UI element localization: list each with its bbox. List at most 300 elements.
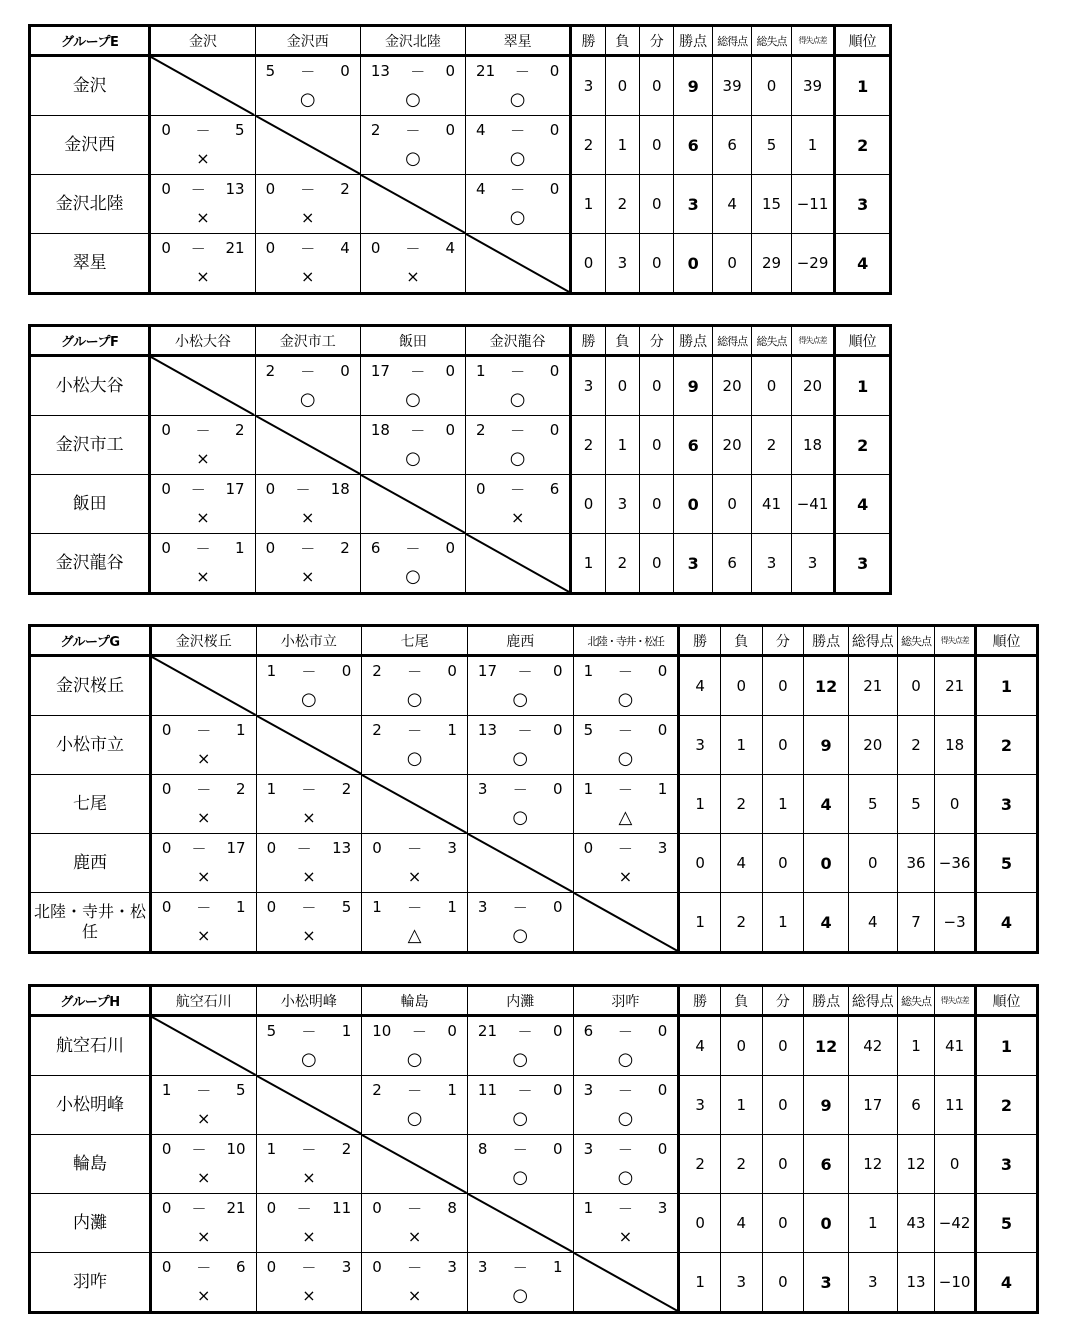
self-match-cell: [255, 116, 360, 175]
loss-value: 3: [605, 234, 639, 294]
score-opponent: 1: [235, 539, 245, 557]
score-opponent: 1: [447, 898, 457, 916]
loss-header: 負: [605, 26, 639, 56]
loss-value: 4: [720, 1194, 762, 1253]
match-result-cell: [256, 893, 362, 953]
group-g-table: [28, 624, 1039, 954]
team-row: [30, 234, 891, 294]
match-result-cell: [150, 834, 256, 893]
match-score: [162, 1257, 246, 1277]
score-opponent: 1: [236, 898, 246, 916]
score-dash: －: [191, 1140, 207, 1159]
match-score: [267, 1198, 352, 1218]
rank-value: 5: [975, 1194, 1037, 1253]
rank-header: 順位: [975, 986, 1037, 1016]
match-score: [267, 661, 352, 681]
score-opponent: 0: [549, 62, 560, 80]
team-name: 七尾: [30, 775, 151, 834]
goals-against-value: 0: [897, 656, 935, 716]
goal-diff-value: 39: [791, 56, 835, 116]
result-mark: ×: [510, 508, 525, 527]
opponent-header: 小松明峰: [256, 986, 362, 1016]
team-name: 金沢: [30, 56, 150, 116]
score-own: 21: [477, 1022, 498, 1040]
diagonal-line: [466, 534, 569, 592]
score-own: 3: [583, 1140, 594, 1158]
match-result-cell: [360, 56, 465, 116]
loss-value: 0: [605, 356, 639, 416]
score-own: 5: [583, 721, 594, 739]
result-mark: ×: [197, 1286, 211, 1305]
loss-value: 1: [605, 416, 639, 475]
score-dash: －: [300, 239, 316, 258]
score-opponent: 6: [549, 480, 560, 498]
score-own: 0: [265, 480, 276, 498]
score-own: 1: [266, 780, 277, 798]
win-value: 2: [571, 116, 605, 175]
score-dash: －: [301, 1258, 317, 1277]
match-result-cell: [573, 834, 679, 893]
score-dash: －: [617, 1081, 633, 1100]
points-value: 3: [674, 175, 712, 234]
match-result-cell: [573, 1194, 679, 1253]
score-own: 0: [161, 839, 172, 857]
score-own: 0: [265, 180, 276, 198]
match-score: [476, 420, 559, 440]
draw-value: 0: [762, 1076, 804, 1135]
score-dash: －: [300, 62, 316, 81]
goals-for-value: 17: [848, 1076, 897, 1135]
win-value: 3: [571, 356, 605, 416]
match-score: [266, 61, 350, 81]
team-name: 飯田: [30, 475, 150, 534]
match-score: [478, 897, 563, 917]
match-score: [266, 538, 350, 558]
match-score: [478, 1080, 563, 1100]
draw-value: 0: [640, 234, 674, 294]
score-own: 0: [161, 721, 172, 739]
points-value: 0: [804, 1194, 849, 1253]
loss-value: 1: [720, 716, 762, 775]
result-mark: ○: [405, 448, 421, 469]
header-row: [30, 326, 891, 356]
goals-for-value: 4: [712, 175, 751, 234]
opponent-header: 七尾: [362, 626, 468, 656]
result-mark: ×: [197, 749, 211, 768]
score-opponent: 2: [340, 539, 350, 557]
rank-value: 3: [975, 775, 1037, 834]
opponent-header: 金沢市工: [255, 326, 360, 356]
draw-value: 0: [762, 1135, 804, 1194]
opponent-header: 内灘: [467, 986, 573, 1016]
match-score: [162, 1198, 246, 1218]
match-result-cell: [362, 1194, 468, 1253]
match-score: [371, 420, 455, 440]
team-row: [30, 834, 1038, 893]
diagonal-line: [151, 57, 254, 115]
result-mark: △: [618, 807, 633, 828]
score-dash: －: [517, 662, 533, 681]
goals-against-value: 0: [752, 56, 791, 116]
goal-diff-value: −36: [935, 834, 976, 893]
goals-for-header: 総得点: [848, 626, 897, 656]
self-match-cell: [466, 234, 571, 294]
score-opponent: 21: [226, 1199, 246, 1217]
result-mark: ×: [302, 1227, 316, 1246]
diagonal-line: [468, 1194, 573, 1252]
score-dash: －: [405, 239, 421, 258]
result-mark: ○: [406, 1108, 423, 1129]
result-mark: ○: [509, 448, 526, 469]
match-score: [162, 897, 246, 917]
header-row: [30, 626, 1038, 656]
match-score: [267, 1021, 352, 1041]
match-score: [162, 779, 246, 799]
result-mark: ×: [302, 1286, 316, 1305]
match-score: [266, 479, 350, 499]
match-result-cell: [362, 1253, 468, 1313]
score-opponent: 3: [447, 1258, 457, 1276]
score-opponent: 0: [445, 421, 456, 439]
match-score: [478, 661, 563, 681]
opponent-header: 鹿西: [467, 626, 573, 656]
score-own: 1: [476, 362, 486, 380]
match-score: [371, 238, 455, 258]
goals-against-value: 2: [752, 416, 791, 475]
score-dash: －: [617, 662, 633, 681]
result-mark: ×: [197, 808, 211, 827]
draw-header: 分: [640, 326, 674, 356]
score-opponent: 0: [657, 662, 668, 680]
opponent-header: 金沢西: [255, 26, 360, 56]
score-dash: －: [517, 721, 533, 740]
score-own: 0: [161, 239, 171, 257]
team-name: 北陸・寺井・松任: [30, 893, 151, 953]
rank-value: 1: [975, 656, 1037, 716]
team-row: [30, 116, 891, 175]
match-result-cell: [467, 656, 573, 716]
score-own: 1: [583, 1199, 594, 1217]
win-value: 0: [571, 234, 605, 294]
score-own: 4: [476, 121, 486, 139]
score-opponent: 2: [340, 180, 350, 198]
team-name: 航空石川: [30, 1016, 151, 1076]
score-opponent: 0: [340, 362, 350, 380]
score-dash: －: [617, 1140, 633, 1159]
self-match-cell: [255, 416, 360, 475]
result-mark: ○: [405, 566, 421, 587]
score-dash: －: [411, 1022, 427, 1041]
team-name: 小松市立: [30, 716, 151, 775]
match-result-cell: [466, 175, 571, 234]
match-result-cell: [150, 234, 255, 294]
goals-for-value: 4: [848, 893, 897, 953]
draw-value: 0: [762, 1194, 804, 1253]
match-result-cell: [360, 116, 465, 175]
opponent-header: 羽咋: [573, 986, 679, 1016]
match-score: [162, 720, 246, 740]
score-opponent: 13: [332, 839, 352, 857]
score-own: 2: [265, 362, 276, 380]
score-dash: －: [405, 539, 421, 558]
score-own: 0: [266, 1258, 277, 1276]
team-row: [30, 1135, 1038, 1194]
diagonal-line: [152, 1017, 256, 1075]
rank-value: 1: [975, 1016, 1037, 1076]
rank-value: 2: [835, 116, 891, 175]
match-result-cell: [255, 534, 360, 594]
score-opponent: 0: [447, 1022, 457, 1040]
score-opponent: 0: [553, 1022, 563, 1040]
goals-against-value: 0: [752, 356, 791, 416]
score-opponent: 5: [236, 1081, 246, 1099]
goals-against-value: 3: [752, 534, 791, 594]
score-dash: －: [410, 362, 426, 381]
result-mark: ×: [196, 267, 210, 286]
loss-value: 2: [720, 1135, 762, 1194]
goal-diff-value: 0: [935, 775, 976, 834]
loss-value: 2: [720, 893, 762, 953]
self-match-cell: [573, 893, 679, 953]
score-dash: －: [296, 839, 312, 858]
rank-value: 4: [975, 1253, 1037, 1313]
score-dash: －: [407, 662, 423, 681]
score-opponent: 0: [341, 662, 352, 680]
self-match-cell: [150, 1016, 256, 1076]
goals-for-header: 総得点: [848, 986, 897, 1016]
diagonal-line: [152, 657, 256, 715]
header-row: [30, 26, 891, 56]
team-row: [30, 716, 1038, 775]
self-match-cell: [362, 775, 468, 834]
result-mark: ○: [406, 689, 423, 710]
result-mark: △: [407, 925, 422, 946]
result-mark: ○: [405, 389, 421, 410]
score-dash: －: [517, 1022, 533, 1041]
score-dash: －: [300, 539, 316, 558]
score-own: 2: [372, 721, 382, 739]
match-score: [162, 1139, 246, 1159]
draw-value: 0: [640, 416, 674, 475]
score-own: 0: [161, 421, 171, 439]
score-dash: －: [407, 1258, 423, 1277]
score-own: 1: [266, 662, 277, 680]
result-mark: ○: [301, 689, 317, 710]
score-dash: －: [295, 480, 311, 499]
score-own: 2: [370, 121, 381, 139]
score-own: 0: [161, 539, 171, 557]
points-value: 6: [674, 416, 712, 475]
score-opponent: 17: [226, 839, 246, 857]
match-result-cell: [362, 834, 468, 893]
match-result-cell: [467, 1016, 573, 1076]
result-mark: ×: [301, 567, 315, 586]
opponent-header: 小松市立: [256, 626, 362, 656]
score-own: 0: [372, 1258, 382, 1276]
goals-for-value: 21: [848, 656, 897, 716]
match-result-cell: [573, 656, 679, 716]
match-score: [478, 1257, 563, 1277]
match-result-cell: [150, 1253, 256, 1313]
opponent-header: 金沢: [150, 26, 255, 56]
group-name: グループE: [30, 26, 150, 56]
result-mark: ×: [301, 267, 315, 286]
score-dash: －: [510, 121, 526, 140]
rank-value: 1: [835, 56, 891, 116]
result-mark: ×: [196, 567, 210, 586]
match-result-cell: [150, 475, 255, 534]
points-value: 6: [674, 116, 712, 175]
score-own: 0: [372, 839, 382, 857]
win-value: 1: [679, 1253, 721, 1313]
result-mark: ×: [197, 1227, 211, 1246]
score-dash: －: [510, 421, 526, 440]
points-header: 勝点: [804, 626, 849, 656]
score-opponent: 3: [657, 839, 668, 857]
loss-value: 1: [605, 116, 639, 175]
score-dash: －: [195, 421, 211, 440]
score-dash: －: [196, 1081, 212, 1100]
match-result-cell: [255, 475, 360, 534]
match-result-cell: [256, 656, 362, 716]
team-row: [30, 1016, 1038, 1076]
group-h-table: [28, 984, 1039, 1314]
draw-value: 0: [762, 716, 804, 775]
win-value: 0: [679, 1194, 721, 1253]
win-header: 勝: [679, 986, 721, 1016]
score-opponent: 1: [341, 1022, 352, 1040]
match-score: [266, 361, 350, 381]
draw-value: 1: [762, 893, 804, 953]
score-opponent: 0: [447, 662, 457, 680]
draw-value: 1: [762, 775, 804, 834]
score-own: 3: [477, 898, 488, 916]
match-score: [584, 1139, 668, 1159]
self-match-cell: [150, 656, 256, 716]
match-result-cell: [467, 716, 573, 775]
match-score: [161, 420, 244, 440]
group-f-table: [28, 324, 892, 595]
match-score: [372, 838, 457, 858]
score-dash: －: [517, 1081, 533, 1100]
goals-for-value: 0: [848, 834, 897, 893]
self-match-cell: [150, 56, 255, 116]
goal-diff-value: 3: [791, 534, 835, 594]
result-mark: ×: [302, 1168, 316, 1187]
score-opponent: 4: [445, 239, 456, 257]
rank-value: 5: [975, 834, 1037, 893]
score-dash: －: [191, 839, 207, 858]
win-value: 1: [571, 175, 605, 234]
points-value: 12: [804, 656, 849, 716]
points-header: 勝点: [674, 26, 712, 56]
win-value: 2: [571, 416, 605, 475]
score-dash: －: [514, 62, 530, 81]
score-opponent: 21: [225, 239, 245, 257]
match-score: [161, 538, 244, 558]
goal-diff-value: 0: [935, 1135, 976, 1194]
score-dash: －: [301, 1140, 317, 1159]
match-result-cell: [466, 416, 571, 475]
result-mark: ○: [617, 1108, 634, 1129]
score-own: 5: [265, 62, 276, 80]
match-score: [267, 1257, 352, 1277]
score-own: 0: [161, 780, 172, 798]
score-dash: －: [407, 721, 423, 740]
score-own: 0: [266, 1199, 277, 1217]
result-mark: ×: [197, 1109, 211, 1128]
score-opponent: 0: [553, 780, 563, 798]
match-score: [584, 661, 668, 681]
opponent-header: 翠星: [466, 26, 571, 56]
match-score: [478, 720, 563, 740]
diagonal-line: [362, 1135, 467, 1193]
match-score: [371, 120, 455, 140]
rank-value: 4: [835, 475, 891, 534]
score-dash: －: [190, 239, 206, 258]
score-opponent: 0: [340, 62, 350, 80]
score-dash: －: [191, 1199, 207, 1218]
team-row: [30, 534, 891, 594]
result-mark: ○: [617, 689, 634, 710]
score-opponent: 2: [341, 780, 352, 798]
points-value: 12: [804, 1016, 849, 1076]
draw-value: 0: [640, 116, 674, 175]
score-own: 0: [372, 1199, 382, 1217]
result-mark: ×: [618, 867, 633, 886]
score-own: 13: [370, 62, 390, 80]
draw-value: 0: [640, 56, 674, 116]
goals-against-value: 15: [752, 175, 791, 234]
score-opponent: 5: [235, 121, 245, 139]
match-result-cell: [360, 356, 465, 416]
score-opponent: 11: [332, 1199, 352, 1217]
score-dash: －: [617, 1022, 633, 1041]
result-mark: ○: [509, 207, 526, 228]
score-dash: －: [300, 180, 316, 199]
win-header: 勝: [679, 626, 721, 656]
win-value: 1: [571, 534, 605, 594]
team-name: 金沢龍谷: [30, 534, 150, 594]
result-mark: ○: [617, 1167, 634, 1188]
goals-against-value: 36: [897, 834, 935, 893]
team-row: [30, 656, 1038, 716]
opponent-header: 金沢龍谷: [466, 326, 571, 356]
score-own: 0: [476, 480, 486, 498]
score-dash: －: [617, 1199, 633, 1218]
result-mark: ○: [509, 389, 526, 410]
match-result-cell: [362, 1076, 468, 1135]
score-dash: －: [301, 662, 317, 681]
loss-value: 0: [720, 1016, 762, 1076]
result-mark: ○: [512, 807, 529, 828]
match-result-cell: [467, 1253, 573, 1313]
match-result-cell: [150, 1194, 256, 1253]
goals-for-value: 20: [848, 716, 897, 775]
result-mark: ○: [512, 1049, 529, 1070]
score-dash: －: [512, 780, 528, 799]
rank-header: 順位: [835, 26, 891, 56]
score-opponent: 0: [553, 662, 563, 680]
score-own: 21: [476, 62, 496, 80]
loss-header: 負: [720, 626, 762, 656]
draw-value: 0: [762, 834, 804, 893]
match-result-cell: [150, 775, 256, 834]
loss-value: 2: [605, 534, 639, 594]
score-opponent: 0: [657, 1022, 668, 1040]
score-dash: －: [407, 839, 423, 858]
goals-against-value: 13: [897, 1253, 935, 1313]
